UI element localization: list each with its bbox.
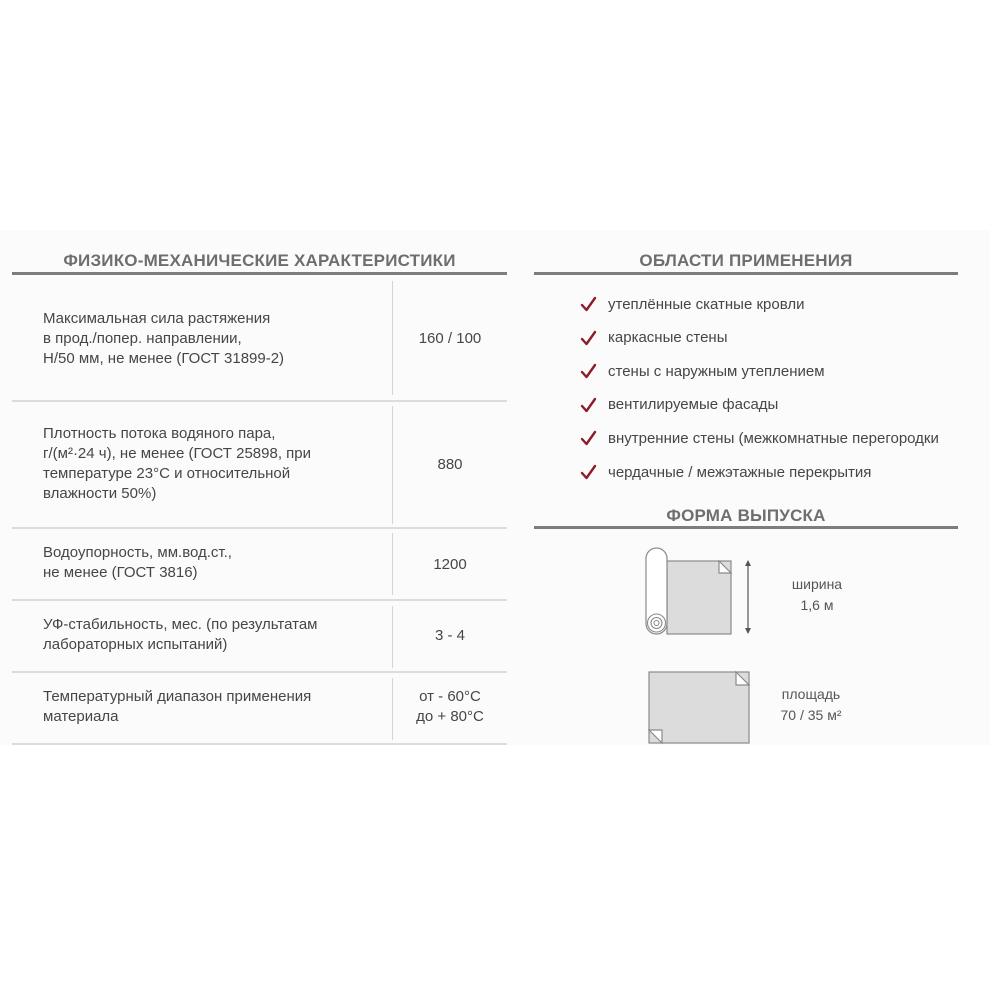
applications-title-underline <box>534 272 958 275</box>
row-divider <box>12 599 507 601</box>
release-form-title: ФОРМА ВЫПУСКА <box>666 506 826 525</box>
application-item <box>580 393 778 417</box>
param-water-resistance: Водоупорность, мм.вод.ст., не менее (ГОСТ 3816) <box>43 544 232 581</box>
check-icon <box>580 429 598 447</box>
application-item-label: каркасные стены <box>608 329 728 347</box>
row-divider <box>12 527 507 529</box>
characteristics-title-underline <box>12 272 507 275</box>
application-item <box>580 359 825 383</box>
applications-title: ОБЛАСТИ ПРИМЕНЕНИЯ <box>639 251 853 270</box>
application-item <box>580 292 804 316</box>
row-divider <box>12 400 507 402</box>
value-water-resistance: 1200 <box>433 556 467 573</box>
application-item-label: стены с наружным утеплением <box>608 362 825 380</box>
sheet-area-label: площадь 70 / 35 м² <box>780 686 842 723</box>
application-item-label: чердачные / межэтажные перекрытия <box>608 463 872 481</box>
row-divider <box>12 671 507 673</box>
roll-icon <box>640 545 760 640</box>
param-uv-stability: УФ-стабильность, мес. (по результатам лабораторных испытаний) <box>43 616 318 653</box>
check-icon <box>580 362 598 380</box>
param-temperature-range: Температурный диапазон применения материала <box>43 688 312 725</box>
application-item <box>580 460 871 484</box>
sheet-icon <box>645 668 755 748</box>
value-vapor-flow: 880 <box>437 456 463 473</box>
check-icon <box>580 463 598 481</box>
check-icon <box>580 295 598 313</box>
application-item-label: утеплённые скатные кровли <box>608 295 805 313</box>
param-tensile-strength: Максимальная сила растяжения в прод./попер. направлении, Н/50 мм, не менее (ГОСТ 31899-2) <box>43 310 285 367</box>
application-item <box>580 326 728 350</box>
value-temperature-range: от - 60°С до + 80°С <box>416 688 484 725</box>
characteristics-title: ФИЗИКО-МЕХАНИЧЕСКИЕ ХАРАКТЕРИСТИКИ <box>63 251 456 270</box>
value-uv-stability: 3 - 4 <box>434 627 465 644</box>
check-icon <box>580 396 598 414</box>
release-form-title-underline <box>534 526 958 529</box>
roll-width-label: ширина 1,6 м <box>791 576 843 613</box>
application-item-label: внутренние стены (межкомнатные перегородки <box>608 429 939 447</box>
application-item <box>580 426 939 450</box>
param-vapor-flow: Плотность потока водяного пара, г/(м²·24 ч), не менее (ГОСТ 25898, при температуре 23°С и относительной влажности 50%) <box>43 425 312 502</box>
row-divider <box>12 743 507 745</box>
check-icon <box>580 329 598 347</box>
value-tensile-strength: 160 / 100 <box>418 330 482 347</box>
application-item-label: вентилируемые фасады <box>608 396 779 414</box>
